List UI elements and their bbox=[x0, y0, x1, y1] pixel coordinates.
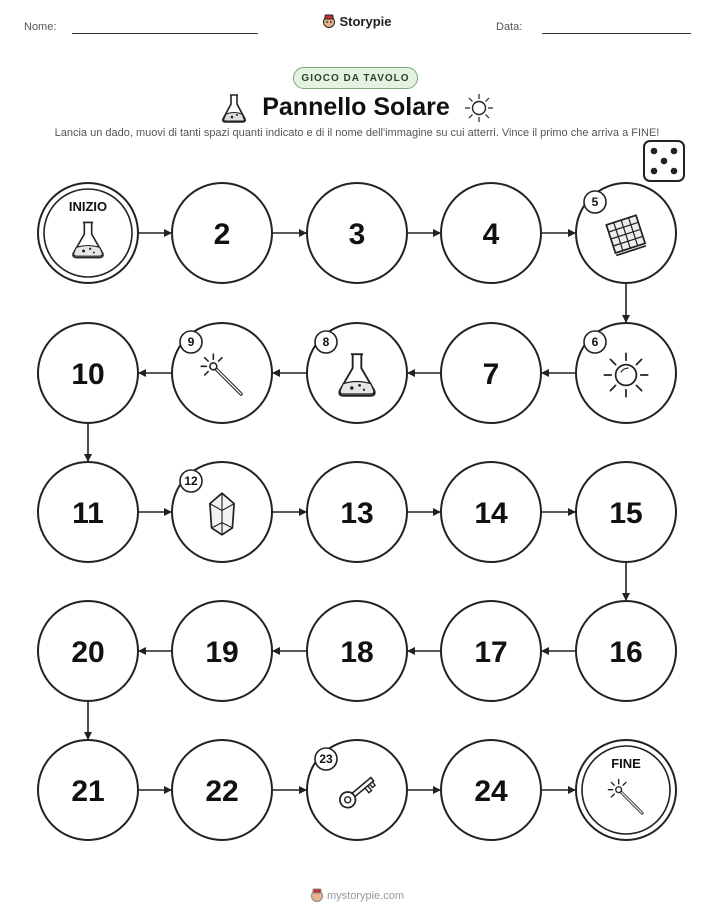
space-number: 8 bbox=[322, 335, 330, 350]
board-space-18 bbox=[307, 601, 407, 701]
board-space-16 bbox=[576, 601, 676, 701]
board-space-20 bbox=[38, 601, 138, 701]
space-number-badge bbox=[180, 470, 202, 492]
board-space-3 bbox=[307, 183, 407, 283]
space-number: 16 bbox=[609, 636, 643, 669]
space-number: 10 bbox=[71, 358, 105, 391]
space-number: 22 bbox=[205, 775, 239, 808]
space-number: 21 bbox=[71, 775, 105, 808]
board-space-25 bbox=[576, 740, 676, 840]
game-type-badge: GIOCO DA TAVOLO bbox=[293, 67, 418, 89]
board-space-5 bbox=[576, 183, 676, 283]
board-space-9 bbox=[172, 323, 272, 423]
board-space-17 bbox=[441, 601, 541, 701]
brand-name: Storypie bbox=[339, 14, 392, 29]
footer-url: mystorypie.com bbox=[326, 890, 405, 902]
space-number: 15 bbox=[609, 497, 643, 530]
space-number: 13 bbox=[340, 497, 374, 530]
space-number: 9 bbox=[187, 335, 195, 350]
board-space-13 bbox=[307, 462, 407, 562]
board-cells bbox=[38, 183, 676, 840]
board-space-2 bbox=[172, 183, 272, 283]
die-icon bbox=[644, 141, 684, 181]
board-space-12 bbox=[172, 462, 272, 562]
date-label: Data: bbox=[496, 21, 523, 33]
space-number: 24 bbox=[474, 775, 508, 808]
space-number-badge bbox=[315, 748, 337, 770]
space-number-badge bbox=[315, 331, 337, 353]
space-number: 20 bbox=[71, 636, 105, 669]
board-space-24 bbox=[441, 740, 541, 840]
space-number-badge bbox=[584, 331, 606, 353]
name-label: Nome: bbox=[24, 21, 57, 33]
finish-label: FINE bbox=[611, 756, 641, 771]
storypie-logo-icon bbox=[310, 888, 324, 902]
board-space-7 bbox=[441, 323, 541, 423]
board-space-22 bbox=[172, 740, 272, 840]
space-number: 7 bbox=[482, 358, 500, 391]
instructions: Lancia un dado, muovi di tanti spazi quanti indicato e di il nome dell'immagine su cui atterri. Vince il primo che arriva a FINE! bbox=[54, 127, 660, 139]
board-space-8 bbox=[307, 323, 407, 423]
space-number: 6 bbox=[591, 335, 599, 350]
board-space-4 bbox=[441, 183, 541, 283]
space-number: 18 bbox=[340, 636, 374, 669]
page-title: Pannello Solare bbox=[262, 92, 450, 121]
space-number-badge bbox=[584, 191, 606, 213]
board-space-6 bbox=[576, 323, 676, 423]
board-space-21 bbox=[38, 740, 138, 840]
crystal-icon bbox=[210, 493, 234, 535]
board-space-15 bbox=[576, 462, 676, 562]
space-number: 19 bbox=[205, 636, 239, 669]
space-number-badge bbox=[180, 331, 202, 353]
space-number: 17 bbox=[474, 636, 508, 669]
board-space-14 bbox=[441, 462, 541, 562]
space-number: 2 bbox=[213, 218, 231, 251]
space-number: 3 bbox=[348, 218, 366, 251]
board-space-23 bbox=[307, 740, 407, 840]
board-space-19 bbox=[172, 601, 272, 701]
board-space-10 bbox=[38, 323, 138, 423]
board-space-1 bbox=[38, 183, 138, 283]
board-space-11 bbox=[38, 462, 138, 562]
start-label: INIZIO bbox=[68, 199, 108, 214]
space-number: 12 bbox=[184, 474, 198, 489]
space-number: 14 bbox=[474, 497, 508, 530]
space-number: 23 bbox=[319, 752, 333, 767]
space-number: 5 bbox=[591, 195, 599, 210]
space-number: 4 bbox=[482, 218, 500, 251]
space-number: 11 bbox=[72, 497, 104, 530]
footer bbox=[0, 888, 714, 902]
